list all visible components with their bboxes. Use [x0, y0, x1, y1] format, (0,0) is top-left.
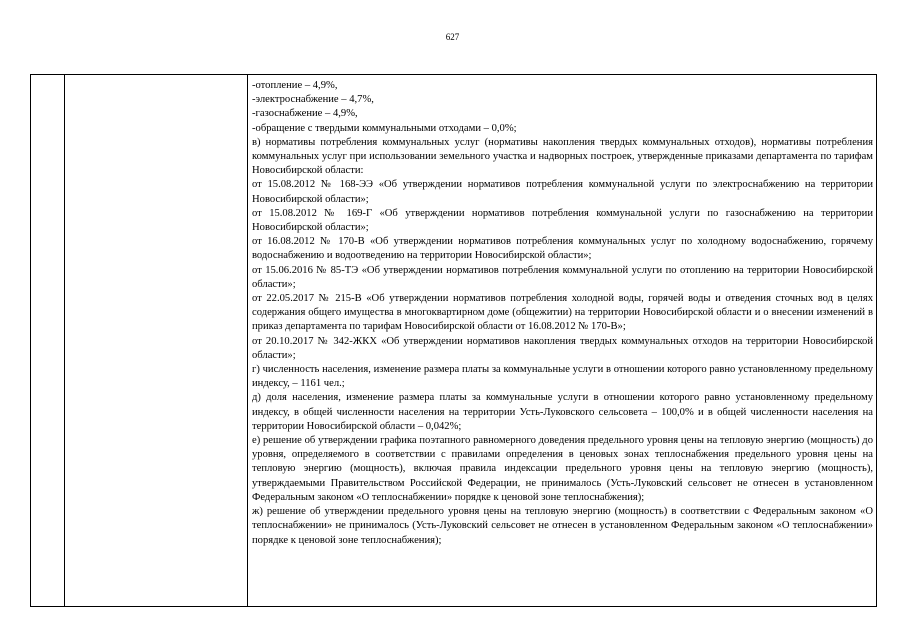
- paragraph: ж) решение об утверждении предельного уровня цены на тепловую энергию (мощность) в соответствии с Федеральным законом «О теплоснабжении» не принималось (Усть-Луковский сельсовет не отнесен в установленном Федеральным законом «О теплоснабжении» порядке к ценовой зоне теплоснабжения);: [252, 506, 873, 546]
- paragraph: от 15.08.2012 № 169-Г «Об утверждении нормативов потребления коммунальной услуги по газоснабжению на территории Новосибирской области»;: [252, 207, 873, 234]
- list-item: -обращение с твердыми коммунальными отходами – 0,0%;: [252, 122, 517, 134]
- paragraph: от 15.08.2012 № 168-ЭЭ «Об утверждении нормативов потребления коммунальной услуги по электроснабжению на территории Новосибирской области»;: [252, 179, 873, 205]
- table-cell-text: [252, 79, 873, 548]
- table-column-divider: [64, 75, 65, 606]
- paragraph: д) доля населения, изменение размера платы за коммунальные услуги в отношении которого равно установленному предельному индексу, в общей численности населения на территории Усть-Луковского сельсовета – 100,0% и в общей численности населения на территории Новосибирской области – 0,042%;: [252, 392, 873, 432]
- document-table: [30, 74, 877, 607]
- table-column-divider: [247, 75, 248, 606]
- paragraph: от 16.08.2012 № 170-В «Об утверждении нормативов потребления коммунальных услуг по холодному водоснабжению, горячему водоснабжению и водоотведению на территории Новосибирской области»;: [252, 236, 873, 262]
- list-item: -электроснабжение – 4,7%,: [252, 94, 374, 106]
- paragraph: в) нормативы потребления коммунальных услуг (нормативы накопления твердых коммунальных отходов), нормативы потребления коммунальных услуг при использовании земельного участка и надворных построек, утвержденные приказами департамента по тарифам Новосибирской области:: [252, 136, 873, 177]
- paragraph: от 15.06.2016 № 85-ТЭ «Об утверждении нормативов потребления коммунальной услуги по отоплению на территории Новосибирской области»;: [252, 264, 873, 290]
- paragraph: е) решение об утверждении графика поэтапного равномерного доведения предельного уровня цены на тепловую энергию (мощность) до уровня, определяемого в соответствии с правилами определения в ценовых зонах теплоснабжения предельного уровня цены на тепловую энергию (мощность), включая правила индексации предельного уровня цены на тепловую энергию (мощность), утверждаемыми Правительством Российской Федерации, не принималось (Усть-Луковский сельсовет не отнесен в установленном Федеральным законом «О теплоснабжении» порядке к ценовой зоне теплоснабжения);: [252, 435, 873, 503]
- list-item: -отопление – 4,9%,: [252, 80, 338, 91]
- list-item: -газоснабжение – 4,9%,: [252, 108, 358, 120]
- paragraph: от 20.10.2017 № 342-ЖКХ «Об утверждении нормативов накопления твердых коммунальных отходов на территории Новосибирской области»;: [252, 335, 873, 361]
- paragraph: от 22.05.2017 № 215-В «Об утверждении нормативов потребления холодной воды, горячей воды и отведения сточных вод в целях содержания общего имущества в многоквартирном доме (общежитии) на территории Новосибирской области и о внесении изменений в приказ департамента по тарифам Новосибирской области от 16.08.2012 № 170-В»;: [252, 293, 873, 333]
- page-number: 627: [445, 32, 460, 42]
- paragraph: г) численность населения, изменение размера платы за коммунальные услуги в отношении которого равно установленному предельному индексу, – 1161 чел.;: [252, 364, 873, 390]
